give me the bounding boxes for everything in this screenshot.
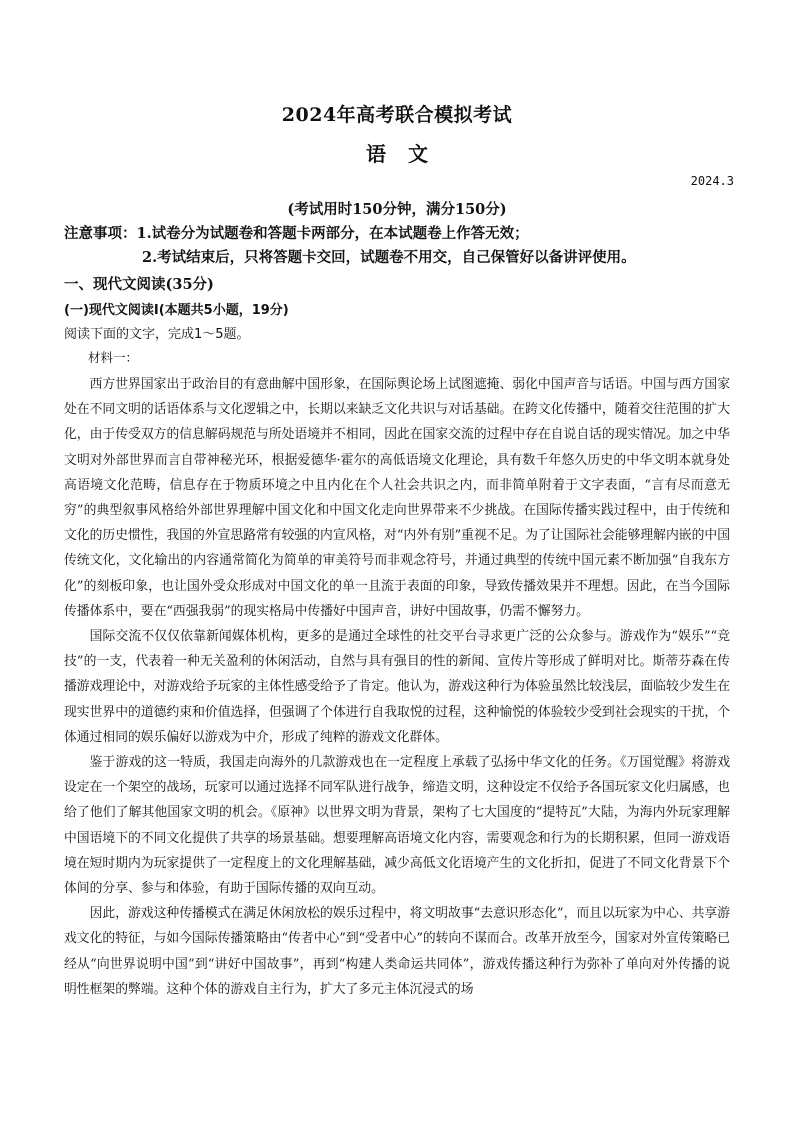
passage-paragraph: 鉴于游戏的这一特质，我国走向海外的几款游戏也在一定程度上承载了弘扬中华文化的任务。《万国觉醒》将游戏设定在一个架空的战场，玩家可以通过选择不同军队进行战争，缔造文明，这种设定不仅给予各国玩家文化归属感，也给了他们了解其他国家文明的机会。《原神》以世界文明为背景，架构了七大国度的“提特瓦”大陆，为海内外玩家理解中国语境下的不同文化提供了共享的场景基础。想要理解高语境文化内容，需要观念和行为的长期积累，但同一游戏语境在短时期内为玩家提供了一定程度上的文化理解基础，减少高低文化语境产生的文化折扣，促进了不同文化背景下个体间的分享、参与和体验，有助于国际传播的双向互动。 [64,755,730,897]
notice-item-2: 2.考试结束后，只将答题卡交回，试题卷不用交，自己保管好以备讲评使用。 [142,249,636,266]
passage-body [64,372,730,1002]
subject-title: 语文 [366,142,450,166]
exam-date: 2024.3 [690,174,734,188]
subsection-heading: (一)现代文阅读Ⅰ(本题共5小题，19分) [64,303,289,318]
passage-paragraph: 因此，游戏这种传播模式在满足休闲放松的娱乐过程中，将文明故事“去意识形态化”，而且以玩家为中心、共享游戏文化的特征，与如今国际传播策略由“传者中心”到“受者中心”的转向不谋而合。改革开放至今，国家对外宣传策略已经从“向世界说明中国”到“讲好中国故事”，再到“构建人类命运共同体”，游戏传播这种行为弥补了单向对外传播的说明性框架的弊端。这种个体的游戏自主行为，扩大了多元主体沉浸式的场 [64,906,731,997]
section-heading: 一、现代文阅读(35分) [64,276,214,293]
exam-duration: (考试用时150分钟，满分150分) [287,201,507,218]
notice-item-1: 注意事项：1.试卷分为试题卷和答题卡两部分，在本试题卷上作答无效； [64,225,529,242]
reading-instruction: 阅读下面的文字，完成1～5题。 [64,327,250,342]
passage-paragraph: 西方世界国家出于政治目的有意曲解中国形象，在国际舆论场上试图遮掩、弱化中国声音与话语。中国与西方国家处在不同文明的话语体系与文化逻辑之中，长期以来缺乏文化共识与对话基础。在跨文化传播中，随着交往范围的扩大化，由于传受双方的信息解码规范与所处语境并不相同，因此在国家交流的过程中存在自说自话的现实情况。加之中华文明对外部世界而言自带神秘光环，根据爱德华·霍尔的高低语境文化理论，具有数千年悠久历史的中华文明本就身处高语境文化范畴，信息存在于物质环境之中且内化在个人社会共识之内，而非简单附着于文字表面，“言有尽而意无穷”的典型叙事风格给外部世界理解中国文化和中国文化走向世界带来不少挑战。在国际传播实践过程中，由于传统和文化的历史惯性，我国的外宣思路常有较强的内宣风格，对“内外有别”重视不足。为了让国际社会能够理解内嵌的中国传统文化，文化输出的内容通常简化为简单的审美符号而非观念符号，并通过典型的传统中国元素不断加强“自我东方化”的刻板印象，也让国外受众形成对中国文化的单一且流于表面的印象，导致传播效果并不理想。因此，在当今国际传播体系中，要在“西强我弱”的现实格局中传播好中国声音，讲好中国故事，仍需不懈努力。 [64,377,730,619]
material-label: 材料一： [88,350,139,365]
exam-title: 2024年高考联合模拟考试 [281,104,513,126]
passage-paragraph: 国际交流不仅仅依靠新闻媒体机构，更多的是通过全球性的社交平台寻求更广泛的公众参与。游戏作为“娱乐”“竞技”的一支，代表着一种无关盈利的休闲活动，自然与具有强目的性的新闻、宣传片等形成了鲜明对比。斯蒂芬森在传播游戏理论中，对游戏给予玩家的主体性感受给予了肯定。他认为，游戏这种行为体验虽然比较浅层，面临较少发生在现实世界中的道德约束和价值选择，但强调了个体进行自我取悦的过程，这种愉悦的体验较少受到社会现实的干扰，个体通过相同的娱乐偏好以游戏为中介，形成了纯粹的游戏文化群体。 [64,629,730,745]
